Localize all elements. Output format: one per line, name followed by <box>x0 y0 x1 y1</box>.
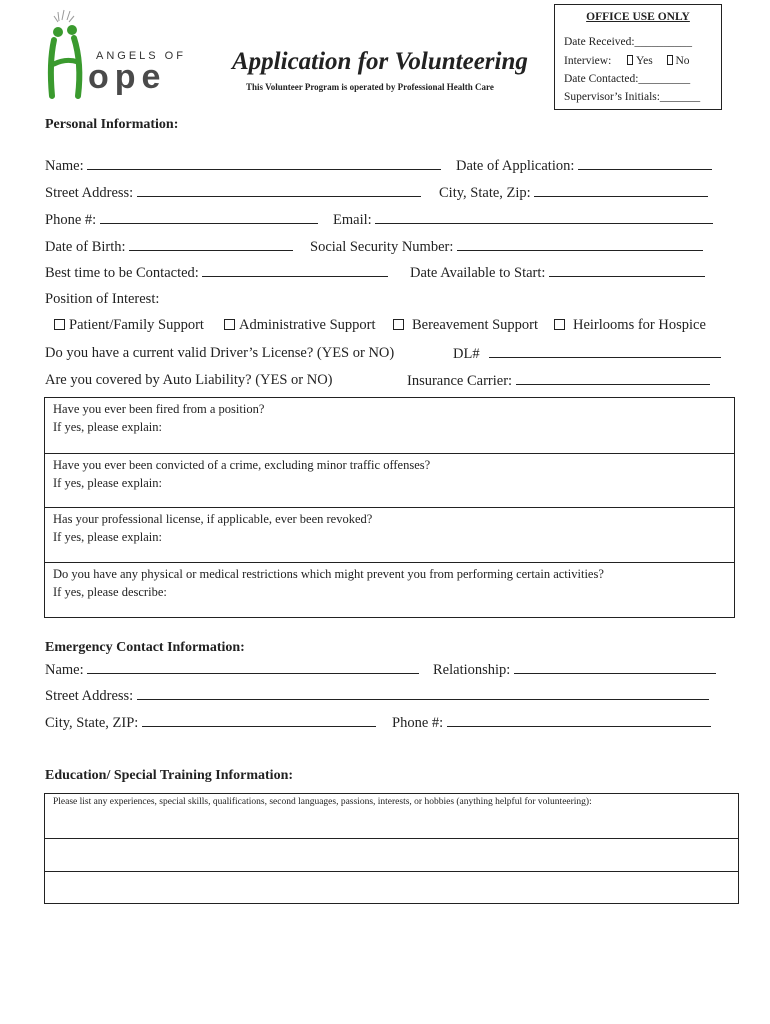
ssn-label: Social Security Number: <box>310 239 454 255</box>
question-convicted[interactable] <box>45 454 734 508</box>
option-label: Administrative Support <box>239 317 376 333</box>
emergency-relationship-label: Relationship: <box>433 662 511 678</box>
position-option-heirlooms[interactable] <box>554 317 706 334</box>
interview-row <box>564 55 690 67</box>
question-restrictions[interactable] <box>45 563 734 616</box>
drivers-license-question: Do you have a current valid Driver’s License? (YES or NO) <box>45 345 395 361</box>
interview-yes-label: Yes <box>636 55 653 67</box>
emergency-phone-field[interactable] <box>392 714 711 732</box>
interview-label: Interview: <box>564 55 612 67</box>
position-option-patient-family[interactable] <box>54 317 204 334</box>
question-followup: If yes, please explain: <box>53 476 162 490</box>
position-option-administrative[interactable] <box>224 317 376 334</box>
interview-yes-checkbox[interactable] <box>627 55 633 65</box>
position-of-interest-label: Position of Interest: <box>45 291 160 307</box>
checkbox-icon[interactable] <box>224 319 235 330</box>
education-row[interactable] <box>45 839 738 872</box>
email-field[interactable] <box>333 211 713 229</box>
question-text: Do you have any physical or medical restrictions which might prevent you from performing certain activities? <box>53 567 604 581</box>
education-row[interactable] <box>45 872 738 902</box>
emergency-contact-heading: Emergency Contact Information: <box>45 640 245 655</box>
option-label: Bereavement Support <box>412 317 539 333</box>
question-followup: If yes, please explain: <box>53 420 162 434</box>
date-received-field[interactable]: Date Received:__________ <box>564 36 693 48</box>
city-state-zip-label: City, State, Zip: <box>439 185 531 201</box>
office-use-heading: OFFICE USE ONLY <box>586 11 690 23</box>
logo-text-angels-of: ANGELS OF <box>96 50 186 62</box>
education-prompt: Please list any experiences, special skills, qualifications, second languages, passions, interests, or hobbies (anything helpful for volunteering): <box>53 797 592 807</box>
date-available-field[interactable] <box>410 264 705 282</box>
insurance-carrier-label: Insurance Carrier: <box>407 373 513 389</box>
insurance-carrier-field[interactable] <box>407 372 710 390</box>
checkbox-icon[interactable] <box>54 319 65 330</box>
option-label: Patient/Family Support <box>69 317 204 333</box>
education-box <box>44 793 739 904</box>
logo-text-ope: ope <box>88 58 167 96</box>
street-address-field[interactable] <box>45 184 421 202</box>
date-of-application-field[interactable] <box>456 157 712 175</box>
page-title: Application for Volunteering <box>232 48 528 75</box>
city-state-zip-field[interactable] <box>439 184 708 202</box>
question-license-revoked[interactable] <box>45 508 734 563</box>
date-contacted-field[interactable]: Date Contacted:_________ <box>564 73 691 85</box>
question-text: Has your professional license, if applicable, ever been revoked? <box>53 512 373 526</box>
education-heading: Education/ Special Training Information: <box>45 768 294 783</box>
education-row[interactable] <box>45 794 738 839</box>
emergency-name-field[interactable] <box>45 661 419 679</box>
phone-label: Phone #: <box>45 212 97 228</box>
office-use-box <box>554 4 722 110</box>
date-of-birth-label: Date of Birth: <box>45 239 126 255</box>
supervisor-initials-field[interactable]: Supervisor’s Initials:_______ <box>564 91 701 103</box>
emergency-name-label: Name: <box>45 662 84 678</box>
date-available-label: Date Available to Start: <box>410 265 546 281</box>
interview-no-label: No <box>675 55 690 67</box>
emergency-city-state-zip-label: City, State, ZIP: <box>45 715 139 731</box>
emergency-street-field[interactable] <box>45 687 709 705</box>
emergency-phone-label: Phone #: <box>392 715 444 731</box>
emergency-relationship-field[interactable] <box>433 661 716 679</box>
street-address-label: Street Address: <box>45 185 134 201</box>
question-text: Have you ever been fired from a position? <box>53 402 265 416</box>
question-followup: If yes, please explain: <box>53 530 162 544</box>
page-subtitle: This Volunteer Program is operated by Professional Health Care <box>246 82 494 92</box>
checkbox-icon[interactable] <box>554 319 565 330</box>
position-option-bereavement[interactable] <box>393 317 538 334</box>
dl-number-field[interactable] <box>453 345 721 363</box>
dl-number-label: DL# <box>453 346 480 362</box>
emergency-city-state-zip-field[interactable] <box>45 714 376 732</box>
email-label: Email: <box>333 212 372 228</box>
option-label: Heirlooms for Hospice <box>573 317 706 333</box>
background-questions-box <box>44 397 735 618</box>
name-field[interactable] <box>45 157 441 175</box>
name-label: Name: <box>45 158 84 174</box>
question-fired[interactable] <box>45 398 734 454</box>
best-time-label: Best time to be Contacted: <box>45 265 199 281</box>
best-time-field[interactable] <box>45 264 388 282</box>
phone-field[interactable] <box>45 211 318 229</box>
interview-no-checkbox[interactable] <box>667 55 673 65</box>
question-followup: If yes, please describe: <box>53 585 167 599</box>
date-of-birth-field[interactable] <box>45 238 293 256</box>
auto-liability-question: Are you covered by Auto Liability? (YES or NO) <box>45 372 333 388</box>
checkbox-icon[interactable] <box>393 319 404 330</box>
emergency-street-label: Street Address: <box>45 688 134 704</box>
question-text: Have you ever been convicted of a crime, excluding minor traffic offenses? <box>53 458 431 472</box>
ssn-field[interactable] <box>310 238 703 256</box>
personal-info-heading: Personal Information: <box>45 117 179 132</box>
date-of-application-label: Date of Application: <box>456 158 575 174</box>
